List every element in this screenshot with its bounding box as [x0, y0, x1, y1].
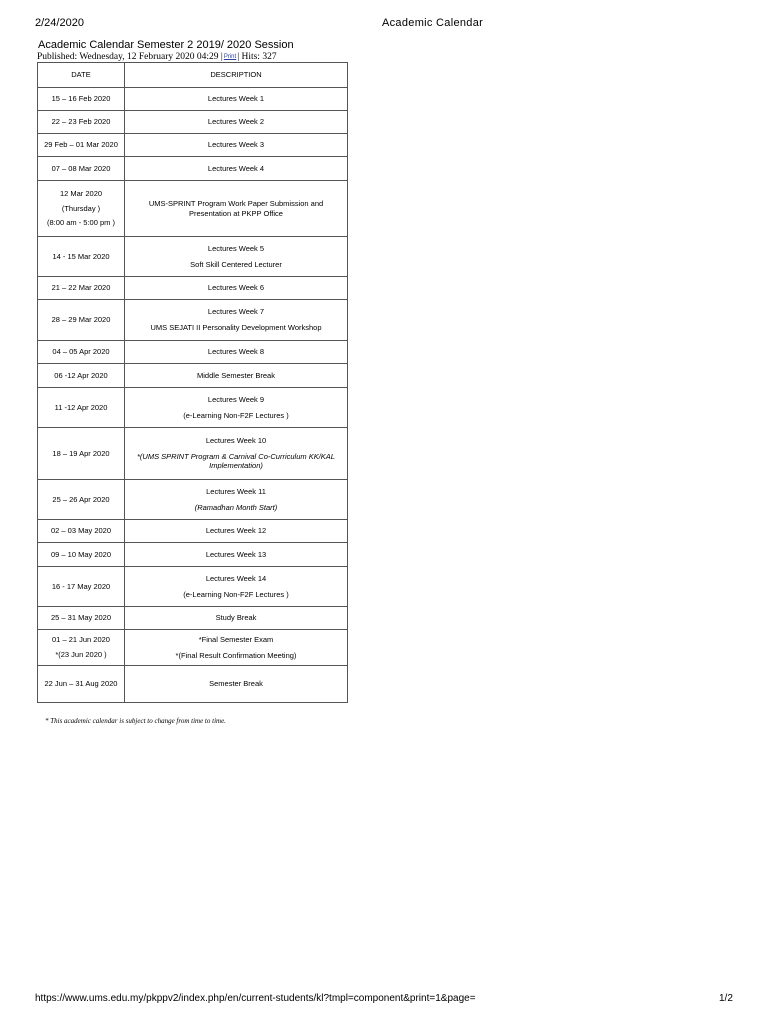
date-text: 22 Jun – 31 Aug 2020 [44, 679, 118, 689]
date-text: 15 – 16 Feb 2020 [51, 94, 111, 104]
description-text: UMS-SPRINT Program Work Paper Submission and Presentation at PKPP Office [148, 198, 324, 218]
description-text: Soft Skill Centered Lecturer [190, 259, 282, 269]
date-cell [38, 237, 125, 277]
table-row [38, 428, 348, 480]
description-cell [125, 88, 348, 111]
date-cell [38, 111, 125, 134]
date-column-header: DATE [38, 63, 125, 88]
description-text: UMS SEJATI II Personality Development Workshop [150, 323, 322, 332]
description-text: Lectures Week 8 [207, 347, 265, 357]
date-text: 04 – 05 Apr 2020 [52, 347, 110, 357]
description-cell [125, 111, 348, 134]
table-row [38, 630, 348, 666]
date-cell [38, 567, 125, 607]
description-text: *(Final Result Confirmation Meeting) [175, 650, 297, 660]
description-text: Lectures Week 3 [207, 140, 265, 150]
description-cell [125, 607, 348, 630]
table-row [38, 277, 348, 300]
description-cell [125, 181, 348, 237]
date-text: 22 – 23 Feb 2020 [51, 117, 111, 127]
table-row [38, 543, 348, 567]
description-cell [125, 428, 348, 480]
description-cell [125, 277, 348, 300]
date-text: 25 – 26 Apr 2020 [52, 494, 110, 504]
description-text: Lectures Week 1 [207, 94, 265, 104]
date-cell [38, 157, 125, 181]
table-row [38, 480, 348, 520]
description-text: (e-Learning Non-F2F Lectures ) [183, 589, 289, 599]
description-cell [125, 341, 348, 364]
description-text: Lectures Week 5 [207, 243, 265, 253]
date-text: (Thursday ) [61, 203, 101, 213]
calendar-rows [38, 88, 348, 703]
description-cell [125, 134, 348, 157]
description-text: Lectures Week 6 [207, 283, 265, 293]
description-column-header: DESCRIPTION [125, 63, 348, 88]
date-text: 28 – 29 Mar 2020 [51, 315, 111, 325]
description-cell [125, 630, 348, 666]
table-row [38, 181, 348, 237]
description-text: Lectures Week 4 [207, 163, 265, 173]
date-cell [38, 364, 125, 388]
date-text: 09 – 10 May 2020 [50, 549, 112, 559]
description-cell [125, 543, 348, 567]
date-text: 29 Feb – 01 Mar 2020 [44, 140, 118, 150]
date-cell [38, 520, 125, 543]
page-number: 1/2 [719, 993, 733, 1004]
table-row [38, 520, 348, 543]
date-text: 14 - 15 Mar 2020 [52, 251, 110, 261]
date-cell [38, 300, 125, 341]
description-text: Lectures Week 2 [207, 117, 265, 127]
date-cell [38, 543, 125, 567]
date-text: 21 – 22 Mar 2020 [51, 283, 111, 293]
description-cell [125, 480, 348, 520]
description-text: Lectures Week 9 [207, 394, 265, 404]
description-text: Lectures Week 7 [207, 307, 265, 317]
date-cell [38, 341, 125, 364]
table-row [38, 134, 348, 157]
description-text: *(UMS SPRINT Program & Carnival Co-Curriculum KK/KAL Implementation) [137, 451, 335, 471]
table-row [38, 111, 348, 134]
description-cell [125, 567, 348, 607]
hits-count: | Hits: 327 [237, 52, 277, 62]
table-row [38, 237, 348, 277]
date-cell [38, 388, 125, 428]
date-cell [38, 480, 125, 520]
date-cell [38, 181, 125, 237]
date-text: 25 – 31 May 2020 [50, 613, 112, 623]
published-date: Published: Wednesday, 12 February 2020 04:29 | [37, 52, 223, 62]
description-cell [125, 300, 348, 341]
date-text: 06 -12 Apr 2020 [54, 370, 108, 380]
description-text: (Ramadhan Month Start) [194, 502, 278, 512]
description-cell [125, 520, 348, 543]
description-text: Semester Break [209, 679, 263, 689]
date-text: 12 Mar 2020 [59, 188, 103, 198]
description-text: Lectures Week 11 [206, 486, 266, 496]
page-url: https://www.ums.edu.my/pkppv2/index.php/en/current-students/kl?tmpl=component&print=1&page= [35, 993, 476, 1004]
date-text: 02 – 03 May 2020 [50, 526, 112, 536]
description-text: Lectures Week 12 [205, 526, 267, 536]
table-row [38, 388, 348, 428]
table-row [38, 607, 348, 630]
date-cell [38, 666, 125, 703]
date-text: 07 – 08 Mar 2020 [51, 163, 111, 173]
description-cell [125, 666, 348, 703]
published-info [37, 52, 277, 62]
academic-calendar-table [37, 62, 348, 703]
table-row [38, 567, 348, 607]
description-cell [125, 364, 348, 388]
print-link[interactable]: Print [223, 54, 237, 60]
date-text: 18 – 19 Apr 2020 [52, 448, 110, 458]
description-text: (e-Learning Non-F2F Lectures ) [183, 410, 289, 420]
date-cell [38, 134, 125, 157]
description-cell [125, 237, 348, 277]
description-text: Study Break [215, 613, 257, 623]
description-text: Middle Semester Break [197, 370, 275, 380]
description-cell [125, 157, 348, 181]
table-row [38, 341, 348, 364]
date-cell [38, 277, 125, 300]
print-header-date: 2/24/2020 [35, 17, 84, 29]
date-cell [38, 607, 125, 630]
date-cell [38, 630, 125, 666]
date-text: 11 -12 Apr 2020 [54, 402, 108, 412]
description-text: *Final Semester Exam [198, 634, 274, 644]
date-cell [38, 428, 125, 480]
table-row [38, 666, 348, 703]
description-text: Lectures Week 10 [205, 435, 267, 445]
date-text: *(23 Jun 2020 ) [55, 650, 107, 659]
table-row [38, 88, 348, 111]
print-header-title: Academic Calendar [382, 17, 484, 29]
date-cell [38, 88, 125, 111]
date-text: (8:00 am - 5:00 pm ) [47, 218, 115, 228]
page-title: Academic Calendar Semester 2 2019/ 2020 Session [38, 39, 294, 51]
description-text: Lectures Week 13 [205, 549, 267, 559]
table-header-row [38, 63, 348, 88]
date-text: 01 – 21 Jun 2020 [52, 635, 110, 645]
description-text: Lectures Week 14 [205, 573, 267, 583]
description-cell [125, 388, 348, 428]
table-row [38, 157, 348, 181]
date-text: 16 - 17 May 2020 [51, 581, 111, 591]
footnote: * This academic calendar is subject to change from time to time. [45, 717, 226, 725]
table-row [38, 364, 348, 388]
table-row [38, 300, 348, 341]
